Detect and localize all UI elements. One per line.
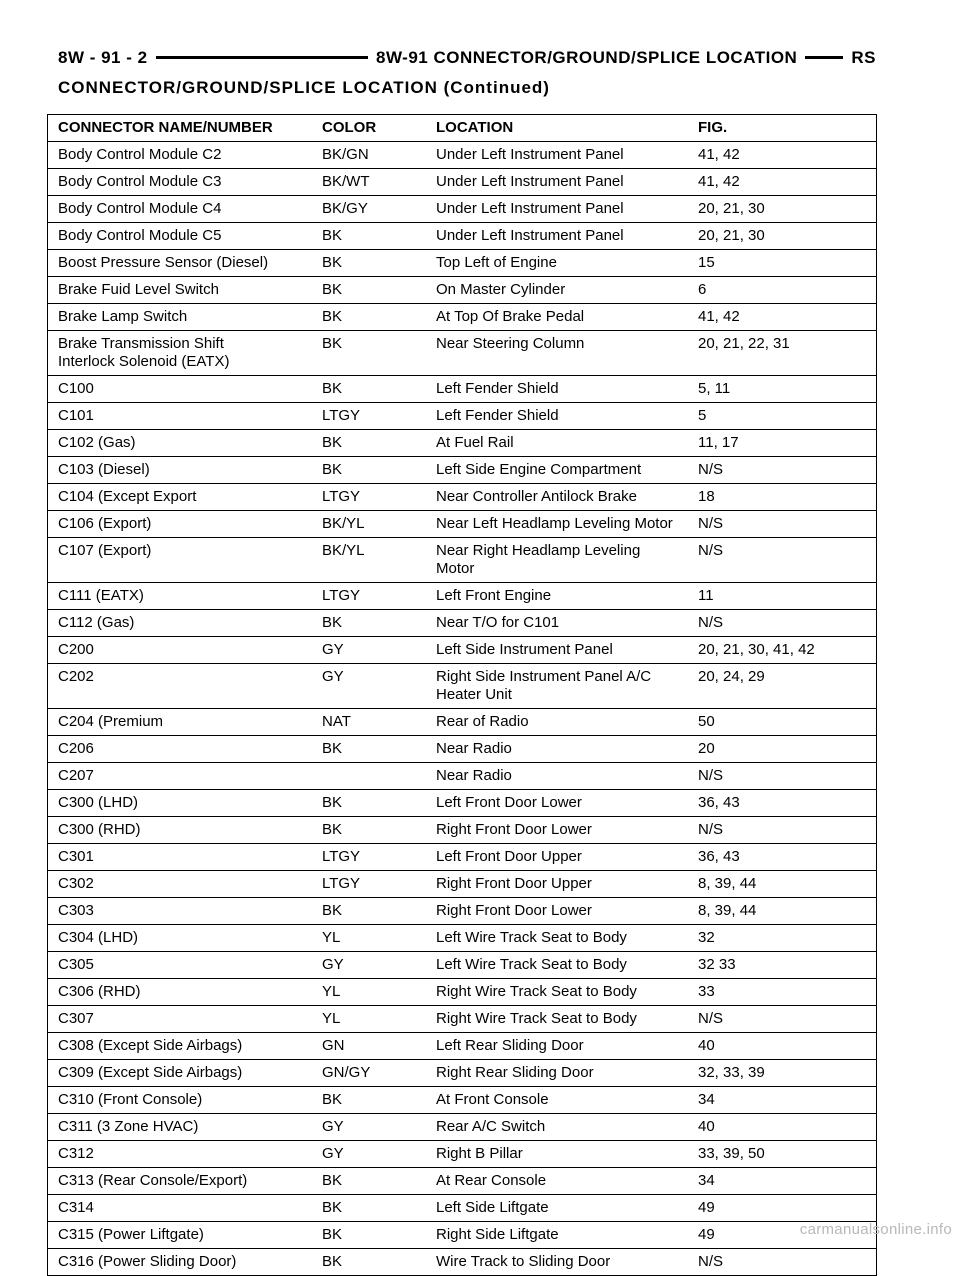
cell-color: BK/WT: [312, 169, 426, 196]
cell-connector: C200: [48, 637, 312, 664]
cell-connector: C102 (Gas): [48, 430, 312, 457]
cell-color: BK/YL: [312, 538, 426, 583]
table-row: [48, 403, 876, 430]
table-row: [48, 898, 876, 925]
table-row: [48, 511, 876, 538]
watermark: carmanualsonline.info: [799, 1221, 952, 1238]
cell-color: BK: [322, 1253, 343, 1270]
table-row: [48, 736, 876, 763]
cell-fig: N/S: [688, 763, 876, 790]
cell-fig: N/S: [688, 610, 876, 637]
cell-fig: 11: [688, 583, 876, 610]
page-header: [58, 44, 876, 72]
cell-fig: 20, 21, 22, 31: [688, 331, 876, 376]
table-row: [48, 277, 876, 304]
cell-fig: 8, 39, 44: [688, 871, 876, 898]
model-code: RS: [843, 44, 876, 72]
cell-color: BK: [312, 430, 426, 457]
cell-fig: 20, 21, 30: [688, 223, 876, 250]
cell-fig: 50: [688, 709, 876, 736]
cell-connector: C202: [48, 664, 312, 709]
column-header-color: COLOR: [312, 115, 426, 142]
cell-color: GY: [312, 952, 426, 979]
table-row: [48, 979, 876, 1006]
cell-connector: C101: [48, 403, 312, 430]
cell-fig: 11, 17: [688, 430, 876, 457]
cell-connector: C107 (Export): [48, 538, 312, 583]
cell-location: Near Controller Antilock Brake: [426, 484, 688, 511]
cell-fig: 18: [688, 484, 876, 511]
cell-connector: C304 (LHD): [48, 925, 312, 952]
table-row: [48, 844, 876, 871]
table-row: [48, 637, 876, 664]
cell-location: Right Front Door Upper: [426, 871, 688, 898]
cell-fig: 34: [688, 1168, 876, 1195]
cell-location: Left Front Door Lower: [426, 790, 688, 817]
cell-color: BK: [312, 610, 426, 637]
cell-color: GY: [312, 1114, 426, 1141]
cell-fig: N/S: [688, 538, 876, 583]
cell-color: GN/GY: [312, 1060, 426, 1087]
cell-fig: N/S: [688, 1006, 876, 1033]
cell-connector: Boost Pressure Sensor (Diesel): [48, 250, 312, 277]
table-row: [48, 484, 876, 511]
cell-location: Near Right Headlamp Leveling Motor: [426, 538, 688, 583]
table-row: [48, 790, 876, 817]
cell-connector: Brake Fuid Level Switch: [48, 277, 312, 304]
table-row: [48, 1087, 876, 1114]
table-row: [48, 1195, 876, 1222]
cell-fig: 32 33: [688, 952, 876, 979]
cell-fig: N/S: [688, 511, 876, 538]
table-row: [48, 952, 876, 979]
cell-location: Right B Pillar: [426, 1141, 688, 1168]
cell-color: BK: [312, 457, 426, 484]
table-row: [48, 331, 876, 376]
page-subtitle: CONNECTOR/GROUND/SPLICE LOCATION (Continued): [58, 78, 550, 97]
cell-color: GN: [312, 1033, 426, 1060]
cell-color: [312, 763, 426, 790]
cell-location: Near Radio: [426, 736, 688, 763]
cell-connector: Body Control Module C2: [48, 142, 312, 169]
cell-location: Near Left Headlamp Leveling Motor: [426, 511, 688, 538]
section-title: 8W-91 CONNECTOR/GROUND/SPLICE LOCATION: [368, 44, 805, 72]
cell-connector: C300 (LHD): [48, 790, 312, 817]
cell-connector: Body Control Module C5: [48, 223, 312, 250]
cell-color: LTGY: [312, 484, 426, 511]
cell-fig: 40: [688, 1033, 876, 1060]
cell-location: At Top Of Brake Pedal: [426, 304, 688, 331]
table-row: [48, 664, 876, 709]
cell-color: LTGY: [312, 844, 426, 871]
table-row: [48, 430, 876, 457]
cell-location: Left Front Engine: [426, 583, 688, 610]
cell-color: BK: [312, 1168, 426, 1195]
cell-color: BK: [312, 898, 426, 925]
cell-connector: C314: [48, 1195, 312, 1222]
cell-connector: Body Control Module C3: [48, 169, 312, 196]
cell-location: At Fuel Rail: [426, 430, 688, 457]
page-number: 8W - 91 - 2: [58, 44, 156, 72]
cell-fig: 20: [688, 736, 876, 763]
cell-connector: C206: [48, 736, 312, 763]
table-row: [48, 304, 876, 331]
cell-location: At Front Console: [426, 1087, 688, 1114]
table-row: [48, 196, 876, 223]
cell-fig: 49: [688, 1222, 876, 1249]
cell-location: Left Rear Sliding Door: [426, 1033, 688, 1060]
column-header-connector: CONNECTOR NAME/NUMBER: [48, 115, 312, 142]
cell-location: Rear A/C Switch: [426, 1114, 688, 1141]
cell-location: Near T/O for C101: [426, 610, 688, 637]
cell-color: BK: [312, 790, 426, 817]
cell-location: Right Front Door Lower: [426, 817, 688, 844]
cell-color: BK: [312, 304, 426, 331]
cell-color: LTGY: [312, 403, 426, 430]
cell-color: BK: [312, 223, 426, 250]
cell-connector: Body Control Module C4: [48, 196, 312, 223]
table-row: [48, 1222, 876, 1249]
cell-location: Right Front Door Lower: [426, 898, 688, 925]
cell-connector: C303: [48, 898, 312, 925]
cell-color: BK: [312, 1087, 426, 1114]
cell-fig: 32, 33, 39: [688, 1060, 876, 1087]
table-row: [48, 142, 876, 169]
cell-connector: C204 (Premium: [48, 709, 312, 736]
cell-fig: 41, 42: [688, 142, 876, 169]
cell-color: GY: [312, 1141, 426, 1168]
cell-fig: 5, 11: [688, 376, 876, 403]
cell-fig: 33, 39, 50: [688, 1141, 876, 1168]
cell-color: BK: [312, 277, 426, 304]
cell-fig: N/S: [688, 817, 876, 844]
cell-location: Left Fender Shield: [426, 376, 688, 403]
table-row: [48, 610, 876, 637]
cell-color: BK: [312, 1222, 426, 1249]
cell-location: Top Left of Engine: [426, 250, 688, 277]
table-row: [48, 583, 876, 610]
cell-color: LTGY: [312, 871, 426, 898]
cell-fig: 34: [688, 1087, 876, 1114]
cell-connector: C112 (Gas): [48, 610, 312, 637]
cell-location: Near Radio: [426, 763, 688, 790]
cell-connector: C301: [48, 844, 312, 871]
cell-color: GY: [312, 637, 426, 664]
table-row: [48, 1006, 876, 1033]
table-row: [48, 538, 876, 583]
cell-color: BK/YL: [312, 511, 426, 538]
cell-connector: C106 (Export): [48, 511, 312, 538]
cell-fig: N/S: [698, 1253, 724, 1270]
cell-location: Under Left Instrument Panel: [426, 196, 688, 223]
cell-fig: 6: [688, 277, 876, 304]
table-row: [48, 223, 876, 250]
cell-connector: C315 (Power Liftgate): [48, 1222, 312, 1249]
table-row: [48, 1060, 876, 1087]
cell-fig: 36, 43: [688, 844, 876, 871]
cell-connector: C104 (Except Export: [48, 484, 312, 511]
cell-color: LTGY: [312, 583, 426, 610]
cell-connector: C311 (3 Zone HVAC): [48, 1114, 312, 1141]
cell-location: Left Wire Track Seat to Body: [426, 952, 688, 979]
connector-table: [47, 114, 877, 1276]
cell-location: Left Side Liftgate: [426, 1195, 688, 1222]
cell-color: BK: [312, 331, 426, 376]
cell-fig: 40: [688, 1114, 876, 1141]
table-row: [48, 169, 876, 196]
cell-color: BK/GY: [312, 196, 426, 223]
cell-location: Right Wire Track Seat to Body: [426, 1006, 688, 1033]
cell-fig: 20, 21, 30: [688, 196, 876, 223]
cell-connector: C207: [48, 763, 312, 790]
table-row: [48, 817, 876, 844]
cell-connector: C307: [48, 1006, 312, 1033]
table-row: [48, 1168, 876, 1195]
cell-connector: C312: [48, 1141, 312, 1168]
cell-color: GY: [312, 664, 426, 709]
table-row: [48, 709, 876, 736]
cell-fig: 15: [688, 250, 876, 277]
cell-location: Left Side Engine Compartment: [426, 457, 688, 484]
cell-color: BK/GN: [312, 142, 426, 169]
cell-location: Right Side Instrument Panel A/C Heater Unit: [426, 664, 688, 709]
cell-connector: C111 (EATX): [48, 583, 312, 610]
cell-color: YL: [312, 1006, 426, 1033]
cell-connector: C306 (RHD): [48, 979, 312, 1006]
cell-connector: C316 (Power Sliding Door): [58, 1253, 237, 1270]
cell-color: BK: [312, 817, 426, 844]
cell-fig: 20, 21, 30, 41, 42: [688, 637, 876, 664]
cell-connector: C300 (RHD): [48, 817, 312, 844]
table-row: [48, 250, 876, 277]
cell-location: Right Side Liftgate: [426, 1222, 688, 1249]
table-row: [48, 457, 876, 484]
table-row: [48, 1141, 876, 1168]
cell-connector: C308 (Except Side Airbags): [48, 1033, 312, 1060]
table-row: [48, 1033, 876, 1060]
cell-location: Left Side Instrument Panel: [426, 637, 688, 664]
cell-color: BK: [312, 250, 426, 277]
cell-color: BK: [312, 736, 426, 763]
cell-connector: C305: [48, 952, 312, 979]
cell-connector: Brake Lamp Switch: [48, 304, 312, 331]
cell-fig: N/S: [688, 457, 876, 484]
table-row: [48, 376, 876, 403]
cell-location: Right Rear Sliding Door: [426, 1060, 688, 1087]
cell-connector: C100: [48, 376, 312, 403]
cell-fig: 49: [688, 1195, 876, 1222]
cell-connector: C302: [48, 871, 312, 898]
cell-color: BK: [312, 376, 426, 403]
cell-color: YL: [312, 979, 426, 1006]
cell-fig: 36, 43: [688, 790, 876, 817]
table-row: [48, 1114, 876, 1141]
cell-location: On Master Cylinder: [426, 277, 688, 304]
table-header-row: [48, 115, 876, 142]
cell-fig: 20, 24, 29: [688, 664, 876, 709]
cell-location: Left Fender Shield: [426, 403, 688, 430]
cell-location: Near Steering Column: [426, 331, 688, 376]
cell-fig: 33: [688, 979, 876, 1006]
table-row: [48, 925, 876, 952]
cell-location: Right Wire Track Seat to Body: [426, 979, 688, 1006]
cell-fig: 41, 42: [688, 304, 876, 331]
cell-fig: 5: [688, 403, 876, 430]
table-row: [48, 871, 876, 898]
cell-connector: C310 (Front Console): [48, 1087, 312, 1114]
cell-color: YL: [312, 925, 426, 952]
cell-connector: C313 (Rear Console/Export): [48, 1168, 312, 1195]
cell-fig: 8, 39, 44: [688, 898, 876, 925]
cell-color: BK: [312, 1195, 426, 1222]
cell-location: Left Front Door Upper: [426, 844, 688, 871]
table-body: [48, 142, 876, 1276]
column-header-location: LOCATION: [426, 115, 688, 142]
cell-connector: C309 (Except Side Airbags): [48, 1060, 312, 1087]
cell-location: Under Left Instrument Panel: [426, 142, 688, 169]
cell-location: At Rear Console: [426, 1168, 688, 1195]
table-row: [48, 1249, 876, 1276]
cell-location: Under Left Instrument Panel: [426, 169, 688, 196]
cell-color: NAT: [312, 709, 426, 736]
column-header-fig: FIG.: [688, 115, 876, 142]
cell-fig: 41, 42: [688, 169, 876, 196]
cell-connector: C103 (Diesel): [48, 457, 312, 484]
cell-connector: Brake Transmission Shift Interlock Solenoid (EATX): [48, 331, 312, 376]
cell-location: Rear of Radio: [426, 709, 688, 736]
cell-fig: 32: [688, 925, 876, 952]
table-row: [48, 763, 876, 790]
cell-location: Left Wire Track Seat to Body: [426, 925, 688, 952]
cell-location: Wire Track to Sliding Door: [436, 1253, 611, 1270]
cell-location: Under Left Instrument Panel: [426, 223, 688, 250]
